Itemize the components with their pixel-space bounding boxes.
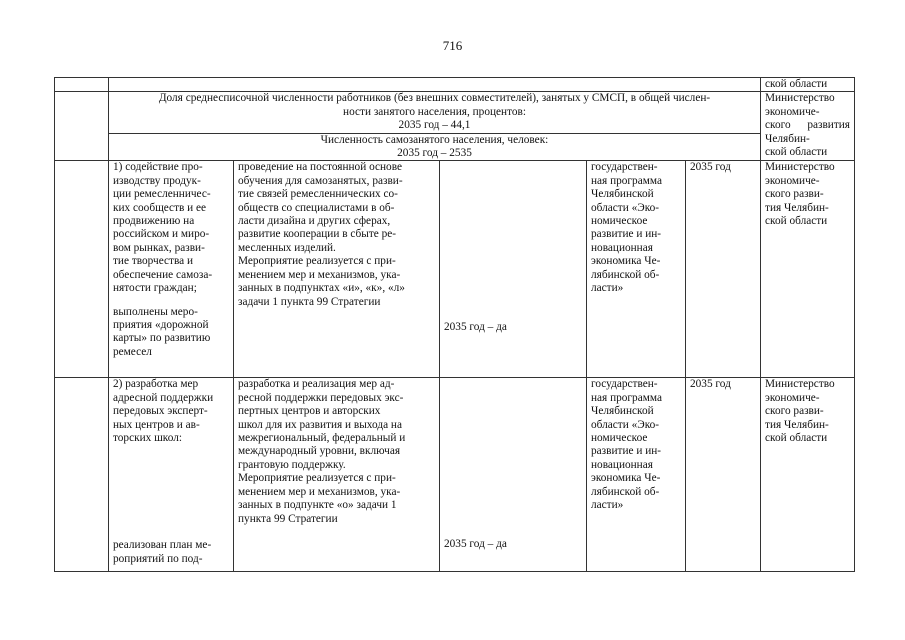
text-line: номическое: [591, 215, 648, 228]
deadline-cell: [686, 378, 761, 572]
text-line: 2035 год: [690, 161, 731, 174]
text-line: грантовую поддержку.: [238, 458, 346, 471]
text-line: обеспечение самоза-: [113, 268, 213, 281]
text-line: развитие кооперации в сбыте ре-: [238, 228, 397, 241]
result-year: 2035 год – да: [444, 321, 507, 334]
agency-cell: [761, 161, 855, 378]
text-line: занных в подпункте «о» задачи 1: [238, 499, 397, 512]
agency-tail-cell: [761, 78, 855, 92]
text-line: ласти»: [591, 282, 624, 295]
text-line: Мероприятие реализуется с при-: [238, 255, 396, 268]
indicator-1-cell: [109, 92, 761, 133]
text-line: ких сообществ и ее: [113, 201, 207, 214]
text-line: обучения для самозанятых, разви-: [238, 174, 403, 187]
text-line: экономика Че-: [591, 255, 661, 268]
text-line: экономиче-: [765, 391, 820, 404]
text-line: тие связей ремесленнических со-: [238, 188, 398, 201]
text-line: области «Эко-: [591, 201, 660, 214]
text-line: изводству продук-: [113, 174, 201, 187]
text-line: проведение на постоянной основе: [238, 161, 402, 174]
agency-cell: [761, 378, 855, 572]
program-cell: [587, 161, 686, 378]
text-line: ласти»: [591, 499, 624, 512]
text-line: 1) содействие про-: [113, 161, 203, 174]
text-line: области «Эко-: [591, 418, 660, 431]
indicator-2-cell: [109, 133, 761, 161]
text-line: менением мер и механизмов, ука-: [238, 485, 401, 498]
text-line: ции ремесленничес-: [113, 188, 211, 201]
text-line: месленных изделий.: [238, 241, 336, 254]
text-line: Челябинской: [591, 405, 654, 418]
text-line: пункта 99 Стратегии: [238, 512, 338, 525]
text-line: 2035 год: [690, 378, 731, 391]
indicator-row-2: [55, 133, 855, 161]
empty-span-cell: [109, 78, 761, 92]
deadline-cell: [686, 161, 761, 378]
indicator-row-1: [55, 92, 855, 133]
text-line: развитие и ин-: [591, 445, 662, 458]
text-line: ского разви-: [765, 405, 824, 418]
text-line: ная программа: [591, 174, 662, 187]
indicator-2-line-1: Численность самозанятого населения, человек:: [320, 133, 549, 146]
text-line: экономиче-: [765, 174, 820, 187]
agency-line: ской области: [765, 146, 828, 159]
text-line: государствен-: [591, 161, 658, 174]
text-line: вом рынках, разви-: [113, 241, 205, 254]
text-line: задачи 1 пункта 99 Стратегии: [238, 295, 381, 308]
program-cell: [587, 378, 686, 572]
task-row-1: [55, 161, 855, 378]
row-number-cell: [55, 161, 109, 378]
text-line: тия Челябин-: [765, 418, 829, 431]
agency-line: ского развития Челябин-: [765, 119, 851, 145]
text-line: передовых эксперт-: [113, 405, 208, 418]
indicator-1-line-2: ности занятого населения, процентов:: [343, 105, 526, 118]
text-line: ная программа: [591, 391, 662, 404]
text-line: ской области: [765, 215, 828, 228]
text-line: международный уровни, включая: [238, 445, 401, 458]
text-line: ласти дизайна и других сферах,: [238, 215, 391, 228]
indicator-2-target: 2035 год – 2535: [397, 147, 472, 160]
row-number-cell: [55, 92, 109, 161]
text-line: Челябинской: [591, 188, 654, 201]
text-line: школ для их развития и выхода на: [238, 418, 402, 431]
text-line: ремесел: [113, 345, 152, 358]
agency-line: экономиче-: [765, 105, 820, 118]
text-line: тие творчества и: [113, 255, 194, 268]
row-number-cell: [55, 378, 109, 572]
indicator-1-line-1: Доля среднесписочной численности работников (без внешних совместителей), занятых у СМСП, в общей числен-: [158, 92, 711, 105]
text-line: лябинской об-: [591, 485, 660, 498]
page-number: 716: [442, 38, 463, 53]
text-line: межрегиональный, федеральный и: [238, 432, 406, 445]
result-year-cell: [440, 161, 587, 378]
indicator-1-target: 2035 год – 44,1: [398, 119, 471, 132]
indicator-agency-cell: [761, 92, 855, 161]
text-line: менением мер и механизмов, ука-: [238, 268, 401, 281]
text-line: реализован план ме-: [113, 539, 212, 552]
text-line: Министерство: [765, 378, 835, 391]
text-line: продвижению на: [113, 215, 195, 228]
text-line: разработка и реализация мер ад-: [238, 378, 395, 391]
text-line: государствен-: [591, 378, 658, 391]
text-line: ской области: [765, 78, 828, 90]
text-line: роприятий по под-: [113, 552, 203, 565]
text-line: ского разви-: [765, 188, 824, 201]
text-line: торских школ:: [113, 432, 182, 445]
strategy-table: [54, 77, 855, 572]
text-line: 2) разработка мер: [113, 378, 199, 391]
text-line: адресной поддержки: [113, 391, 214, 404]
agency-line: Министерство: [765, 92, 835, 105]
text-line: ных центров и ав-: [113, 418, 200, 431]
text-line: занных в подпунктах «и», «к», «л»: [238, 282, 405, 295]
row-number-cell: [55, 78, 109, 92]
result-year: 2035 год – да: [444, 538, 507, 551]
text-line: карты» по развитию: [113, 332, 211, 345]
task-row-2: [55, 378, 855, 572]
task-cell: [109, 378, 234, 572]
text-line: приятия «дорожной: [113, 318, 209, 331]
text-line: ресной поддержки передовых экс-: [238, 391, 404, 404]
text-line: российском и миро-: [113, 228, 210, 241]
text-line: обществ со специалистами в об-: [238, 201, 395, 214]
measures-cell: [234, 378, 440, 572]
text-line: новационная: [591, 458, 653, 471]
text-line: номическое: [591, 432, 648, 445]
text-line: экономика Че-: [591, 472, 661, 485]
text-line: Мероприятие реализуется с при-: [238, 472, 396, 485]
text-line: новационная: [591, 241, 653, 254]
text-line: пертных центров и авторских: [238, 405, 381, 418]
text-line: лябинской об-: [591, 268, 660, 281]
text-line: Министерство: [765, 161, 835, 174]
result-year-cell: [440, 378, 587, 572]
text-line: ской области: [765, 432, 828, 445]
measures-cell: [234, 161, 440, 378]
text-line: нятости граждан;: [113, 282, 197, 295]
text-line: развитие и ин-: [591, 228, 662, 241]
text-line: тия Челябин-: [765, 201, 829, 214]
text-line: выполнены меро-: [113, 305, 198, 318]
task-cell: [109, 161, 234, 378]
continuation-row: [55, 78, 855, 92]
